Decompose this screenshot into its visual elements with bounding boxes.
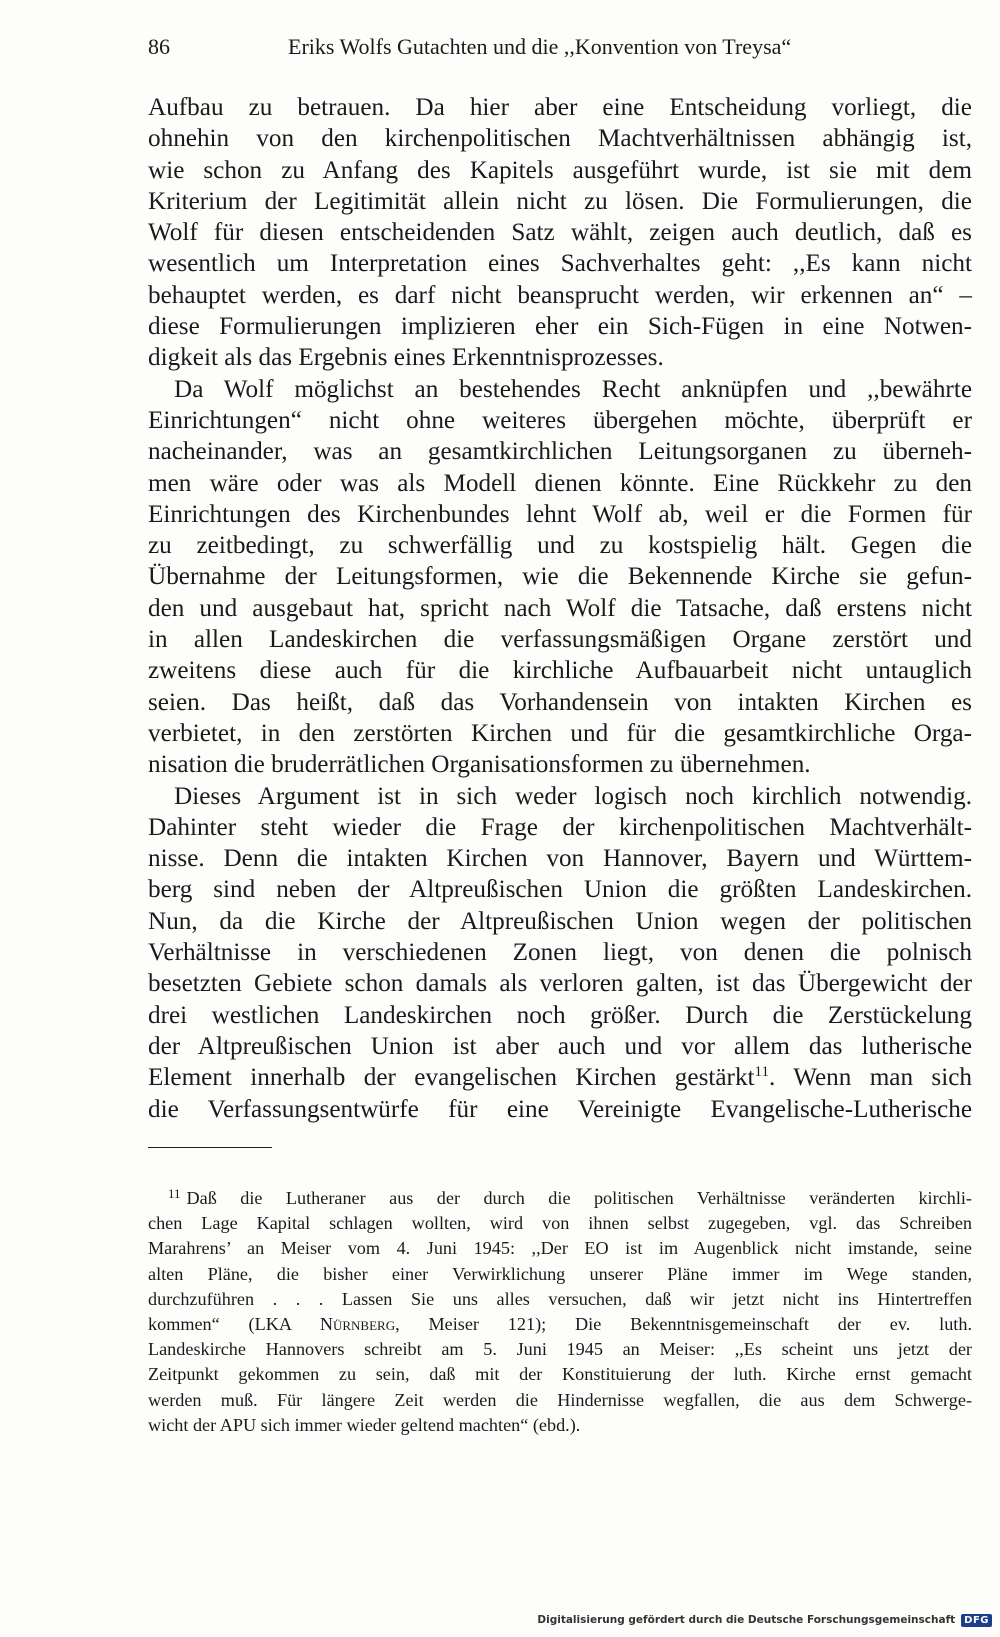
body-line: Einrichtungen des Kirchenbundes lehnt Wolf ab, weil er die Formen für [148,500,972,528]
body-line [148,1062,972,1093]
body-line: der Altpreußischen Union ist aber auch und vor allem das lutherische [148,1032,972,1060]
body-line: Dahinter steht wieder die Frage der kirchenpolitischen Machtverhält- [148,813,972,841]
body-line: Einrichtungen“ nicht ohne weiteres übergehen möchte, überprüft er [148,406,972,434]
footnote-line: chen Lage Kapital schlagen wollten, wird von ihnen selbst zugegeben, vgl. das Schreiben [148,1213,972,1234]
footnote-mark: 11 [168,1186,181,1201]
footnote-line-text: Daß die Lutheraner aus der durch die politischen Verhältnisse veränderten kirchli- [186,1188,972,1208]
body-line: den und ausgebaut hat, spricht nach Wolf die Tatsache, daß erstens nicht [148,594,972,622]
footnote-line: durchzuführen . . . Lassen Sie uns alles versuchen, daß wir jetzt nicht ins Hintertreffen [148,1288,972,1309]
body-line: Wolf für diesen entscheidenden Satz wählt, zeigen auch deutlich, daß es [148,219,972,247]
running-head [148,30,971,64]
footnote-line: alten Pläne, die bisher einer Verwirklichung unserer Pläne immer im Wege standen, [148,1263,972,1284]
body-line: Dieses Argument ist in sich weder logisch noch kirchlich notwendig. [174,782,972,810]
footnote-line: werden muß. Für längere Zeit werden die Hindernisse wegfallen, die aus dem Schwerge- [148,1389,972,1410]
body-line: nisse. Denn die intakten Kirchen von Hannover, Bayern und Württem- [148,845,972,873]
body-line: diese Formulierungen implizieren eher ein Sich-Fügen in eine Notwen- [148,313,972,341]
body-line: Da Wolf möglichst an bestehendes Recht anknüpfen und ,,bewährte [174,375,972,403]
body-line: verbietet, in den zerstörten Kirchen und für die gesamtkirchliche Orga- [148,719,972,747]
body-line: Nun, da die Kirche der Altpreußischen Union wegen der politischen [148,907,972,935]
body-line: men wäre oder was als Modell dienen könnte. Eine Rückkehr zu den [148,469,972,497]
body-line-text: Element innerhalb der evangelischen Kirchen gestärkt [148,1064,755,1092]
body-line: Übernahme der Leitungsformen, wie die Bekennende Kirche sie gefun- [148,563,972,591]
digitization-banner [537,1611,992,1629]
body-line: Verhältnisse in verschiedenen Zonen liegt, von denen die polnisch [148,939,972,967]
body-line-text: . Wenn man sich [769,1064,972,1092]
footnote-divider [148,1147,272,1148]
body-line: nacheinander, was an gesamtkirchlichen Leitungsorganen zu überneh- [148,438,972,466]
body-line: besetzten Gebiete schon damals als verloren galten, ist das Übergewicht der [148,970,972,998]
body-line: berg sind neben der Altpreußischen Union die größten Landeskirchen. [148,876,972,904]
body-line: ohnehin von den kirchenpolitischen Machtverhältnissen abhängig ist, [148,125,972,153]
footnote-line [148,1186,972,1211]
body-line: seien. Das heißt, daß das Vorhandensein von intakten Kirchen es [148,688,972,716]
footnote-line: wicht der APU sich immer wieder geltend machten“ (ebd.). [148,1414,581,1435]
footnote-line: Marahrens’ an Meiser vom 4. Juni 1945: ,,Der EO ist im Augenblick nicht imstande, seine [148,1238,972,1259]
body-line: wie schon zu Anfang des Kapitels ausgeführt wurde, ist sie mit dem [148,156,972,184]
digitization-credit: Digitalisierung gefördert durch die Deutsche Forschungsgemeinschaft [537,1614,956,1626]
body-line: die Verfassungsentwürfe für eine Vereinigte Evangelische-Lutherische [148,1095,972,1123]
footnote-line [148,1312,972,1337]
body-line: drei westlichen Landeskirchen noch größer. Durch die Zerstückelung [148,1001,972,1029]
body-line: nisation die bruderrätlichen Organisationsformen zu übernehmen. [148,751,811,779]
body-line: digkeit als das Ergebnis eines Erkenntnisprozesses. [148,344,664,372]
page-number: 86 [148,34,170,59]
body-line: Aufbau zu betrauen. Da hier aber eine Entscheidung vorliegt, die [148,94,972,121]
body-text [148,92,972,1125]
footnote [148,1186,972,1438]
footnote-line: Landeskirche Hannovers schreibt am 5. Juni 1945 an Meiser: ,,Es scheint uns jetzt der [148,1339,972,1360]
dfg-logo: DFG [961,1614,992,1627]
body-line: in allen Landeskirchen die verfassungsmäßigen Organe zerstört und [148,626,972,654]
archive-name: Nürnberg [319,1313,396,1334]
footnote-line-text: kommen“ (LKA [148,1313,320,1334]
running-title: Eriks Wolfs Gutachten und die ,,Konvention von Treysa“ [288,34,792,59]
body-line: zu zeitbedingt, zu schwerfällig und zu kostspielig hält. Gegen die [148,532,972,560]
footnote-line-text: , Meiser 121); Die Bekenntnisgemeinschaft der ev. luth. [395,1313,973,1334]
body-line: wesentlich um Interpretation eines Sachverhaltes geht: ,,Es kann nicht [148,250,972,278]
footnote-reference: 11 [754,1064,769,1081]
footnote-line: Zeitpunkt gekommen zu sein, daß mit der Konstituierung der luth. Kirche ernst gemacht [148,1364,972,1385]
body-line: Kriterium der Legitimität allein nicht zu lösen. Die Formulierungen, die [148,187,972,215]
body-line: behauptet werden, es darf nicht beansprucht werden, wir erkennen an“ – [148,281,972,309]
body-line: zweitens diese auch für die kirchliche Aufbauarbeit nicht untauglich [148,657,972,685]
